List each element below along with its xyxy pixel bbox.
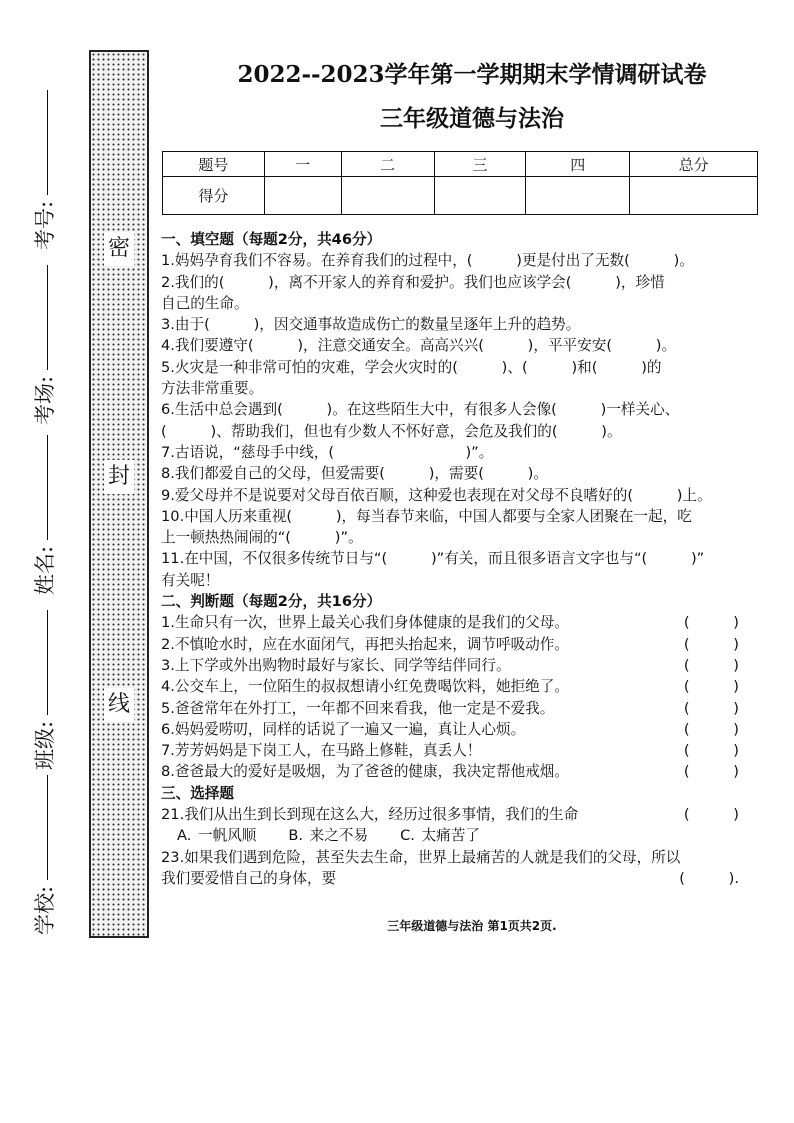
score-cell: [341, 177, 434, 215]
score-row-label: 得分: [163, 177, 265, 215]
seal-strip: [89, 50, 149, 938]
student-info-margin: [0, 0, 88, 1123]
exam-title: 2022--2023学年第一学期期末学情调研试卷: [237, 61, 707, 88]
fill-blank-line: 9.爱父母并不是说要对父母百依百顺，这种爱也表现在对父母不良嗜好的( )上。: [161, 486, 712, 504]
exam-number-label: 考号:: [33, 200, 57, 250]
fill-blank-line: 7.古语说，“慈母手中线，( )”。: [161, 443, 494, 461]
answer-paren: ( ): [683, 720, 739, 738]
true-false-text: 1.生命只有一次，世界上最关心我们身体健康的是我们的父母。: [161, 614, 569, 632]
name-label: 姓名:: [33, 545, 57, 595]
choice-question-21: [161, 804, 757, 825]
score-cell: [630, 177, 758, 215]
section-heading-true-false: 二、判断题（每题2分，共16分）: [161, 593, 382, 611]
true-false-item: [161, 634, 757, 655]
true-false-item: [161, 740, 757, 761]
fill-blank-line: 4.我们要遵守( )，注意交通安全。高高兴兴( )，平平安安( )。: [161, 337, 677, 355]
exam-number-field: [31, 90, 57, 250]
page-footer: 三年级道德与法治 第1页共2页.: [387, 919, 557, 933]
fill-blank-line: 11.在中国，不仅很多传统节日与“( )”有关，而且很多语言文字也与“( )”: [161, 550, 705, 568]
true-false-item: [161, 655, 757, 676]
exam-number-line: [47, 90, 48, 195]
fill-blank-line: 3.由于( )，因交通事故造成伤亡的数量呈逐年上升的趋势。: [161, 316, 581, 334]
true-false-item: [161, 612, 757, 633]
answer-paren: ( ): [683, 614, 739, 632]
seal-char-xian: 线: [104, 688, 134, 722]
score-header-cell: 三: [434, 152, 526, 177]
true-false-item: [161, 698, 757, 719]
choice-question-text: 23.如果我们遇到危险，甚至失去生命，世界上最痛苦的人就是我们的父母，所以: [161, 848, 681, 866]
true-false-text: 3.上下学或外出购物时最好与家长、同学等结伴同行。: [161, 656, 511, 674]
choice-options-21: [161, 825, 757, 846]
score-header-cell: 四: [526, 152, 630, 177]
exam-room-line: [47, 265, 48, 370]
school-line: [47, 775, 48, 880]
seal-char-mi: 密: [104, 232, 134, 266]
choice-option-c: C. 太痛苦了: [400, 827, 480, 845]
true-false-text: 4.公交车上，一位陌生的叔叔想请小红免费喝饮料，她拒绝了。: [161, 678, 569, 696]
answer-paren: ( ): [683, 656, 739, 674]
fill-blank-line: 5.火灾是一种非常可怕的灾难，学会火灾时的( )、( )和( )的: [161, 358, 662, 376]
answer-paren: ( ): [683, 699, 739, 717]
fill-blank-line: 自己的生命。: [161, 294, 249, 312]
school-label: 学校:: [33, 885, 57, 935]
answer-paren: ( ): [683, 742, 739, 760]
section-heading-fill-blank: 一、填空题（每题2分，共46分）: [161, 231, 382, 248]
name-line: [47, 435, 48, 540]
answer-paren: ( ): [683, 806, 739, 824]
true-false-item: [161, 719, 757, 740]
choice-question-23: [161, 868, 757, 889]
true-false-text: 8.爸爸最大的爱好是吸烟，为了爸爸的健康，我决定帮他戒烟。: [161, 763, 569, 781]
score-cell: [264, 177, 341, 215]
answer-paren: ( ): [683, 678, 739, 696]
fill-blank-line: 方法非常重要。: [161, 380, 264, 398]
score-table-header-row: [163, 152, 758, 177]
section-heading-choice: 三、选择题: [161, 784, 234, 802]
fill-blank-line: 6.生活中总会遇到( )。在这些陌生大中，有很多人会像( )一样关心、: [161, 401, 680, 419]
name-field: [31, 435, 57, 595]
true-false-text: 2.不慎呛水时，应在水面闭气，再把头抬起来，调节呼吸动作。: [161, 635, 569, 653]
true-false-text: 6.妈妈爱唠叨，同样的话说了一遍又一遍，真让人心烦。: [161, 720, 526, 738]
score-header-cell: 总分: [630, 152, 758, 177]
true-false-text: 5.爸爸常年在外打工，一年都不回来看我，他一定是不爱我。: [161, 699, 555, 717]
true-false-item: [161, 676, 757, 697]
fill-blank-line: 上一顿热热闹闹的“( )”。: [161, 529, 363, 547]
class-field: [31, 610, 57, 770]
fill-blank-line: 10.中国人历来重视( )，每当春节来临，中国人都要与全家人团聚在一起，吃: [161, 507, 692, 525]
score-header-cell: 二: [341, 152, 434, 177]
class-line: [47, 610, 48, 715]
score-header-cell: 一: [264, 152, 341, 177]
choice-option-b: B. 来之不易: [288, 827, 369, 845]
score-table: [162, 151, 758, 215]
school-field: [31, 775, 57, 935]
answer-paren: ( ): [683, 635, 739, 653]
seal-char-feng: 封: [104, 460, 134, 494]
answer-paren: ( ): [683, 763, 739, 781]
fill-blank-line: 1.妈妈孕育我们不容易。在养育我们的过程中，( )更是付出了无数( )。: [161, 252, 694, 270]
choice-option-a: A. 一帆风顺: [177, 827, 257, 845]
exam-subtitle: 三年级道德与法治: [380, 105, 564, 132]
answer-paren: ( ).: [679, 869, 739, 887]
score-header-cell: 题号: [163, 152, 265, 177]
score-cell: [434, 177, 526, 215]
score-cell: [526, 177, 630, 215]
exam-room-label: 考场:: [33, 375, 57, 425]
fill-blank-line: 8.我们都爱自己的父母，但爱需要( )，需要( )。: [161, 465, 548, 483]
choice-question-text: 我们要爱惜自己的身体，要: [161, 869, 337, 887]
exam-room-field: [31, 265, 57, 425]
choice-question-text: 21.我们从出生到长到现在这么大，经历过很多事情，我们的生命: [161, 806, 579, 824]
true-false-text: 7.芳芳妈妈是下岗工人，在马路上修鞋，真丢人！: [161, 742, 482, 760]
true-false-item: [161, 761, 757, 782]
fill-blank-line: 有关呢！: [161, 571, 220, 589]
fill-blank-line: 2.我们的( )，离不开家人的养育和爱护。我们也应该学会( )，珍惜: [161, 273, 665, 291]
class-label: 班级:: [33, 720, 57, 770]
fill-blank-line: ( )、帮助我们，但也有少数人不怀好意，会危及我们的( )。: [161, 422, 622, 440]
score-table-score-row: [163, 177, 758, 215]
question-content: [161, 229, 757, 889]
